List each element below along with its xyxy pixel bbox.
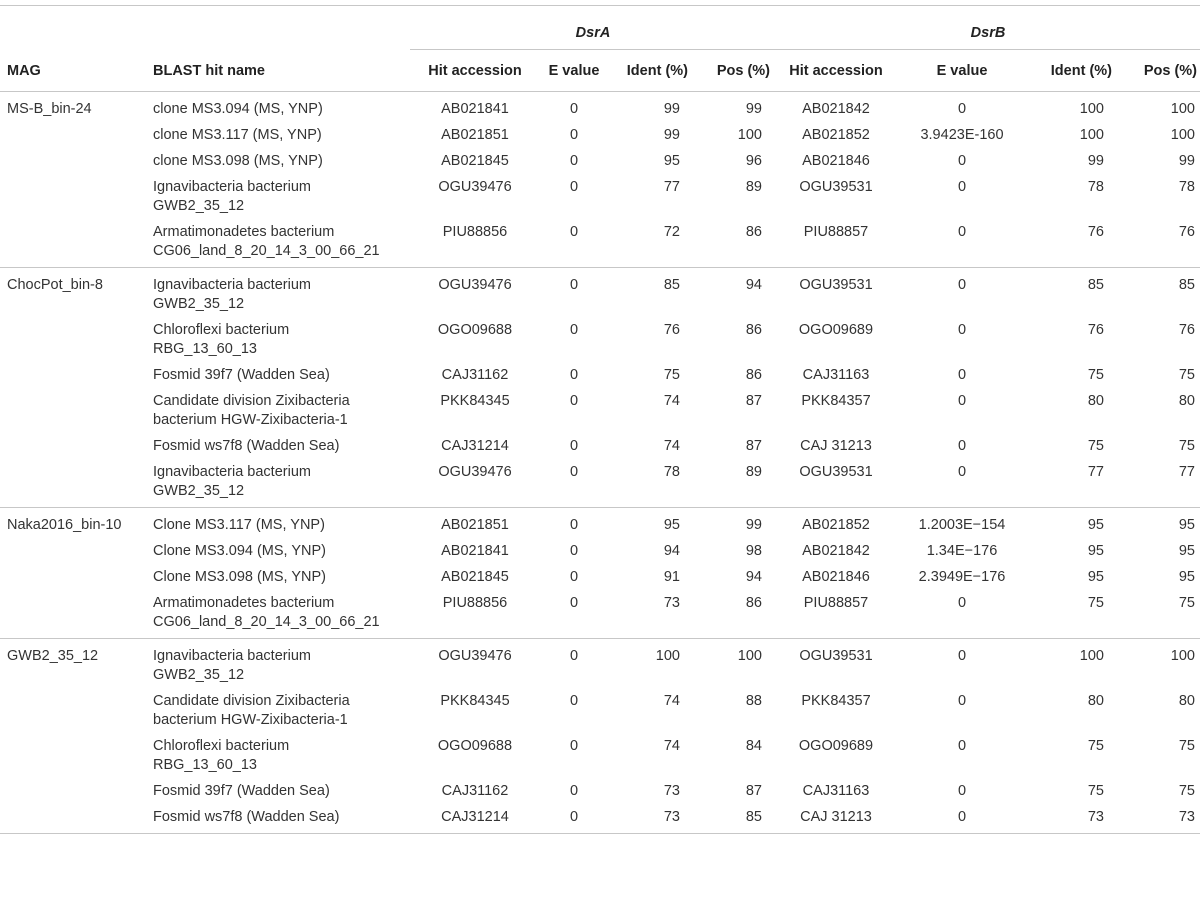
dsra-e-value-cell: 0: [569, 438, 579, 454]
mag-cell: [0, 219, 146, 268]
blast-hit-name-line: Ignavibacteria bacterium: [153, 179, 311, 195]
dsrb-e-value-cell: 0: [957, 648, 967, 664]
mag-cell: ChocPot_bin-8: [7, 277, 103, 293]
dsrb-ident-cell: 75: [1087, 738, 1104, 754]
table-row: [0, 317, 1200, 362]
dsrb-hit-accession-cell: PIU88857: [776, 590, 896, 639]
blast-hit-name-cell: [146, 388, 410, 433]
table-row: [0, 174, 1200, 219]
dsra-hit-accession-cell: AB021841: [441, 543, 509, 559]
dsra-ident-cell: 95: [663, 153, 680, 169]
dsra-e-value-cell: 0: [569, 393, 579, 409]
table-row: [0, 459, 1200, 508]
table-row: [0, 122, 1200, 148]
dsra-e-value-cell: 0: [569, 101, 579, 117]
mag-cell: [0, 733, 146, 778]
blast-hit-name-line: GWB2_35_12: [153, 296, 245, 312]
dsrb-hit-accession-cell: PIU88857: [776, 219, 896, 268]
table-row: [0, 148, 1200, 174]
table-row: [0, 362, 1200, 388]
mag-cell: [0, 590, 146, 639]
dsrb-ident-header: Ident (%): [1028, 50, 1112, 92]
blast-hit-name-cell: [146, 639, 410, 689]
dsra-pos-cell: 86: [688, 590, 776, 639]
mag-cell: [0, 388, 146, 433]
blast-hit-name-line: Fosmid ws7f8 (Wadden Sea): [153, 438, 340, 454]
mag-cell: [0, 317, 146, 362]
dsra-e-value-cell: 0: [569, 543, 579, 559]
dsrb-ident-cell: 95: [1087, 543, 1104, 559]
dsrb-hit-accession-cell: OGU39531: [799, 648, 873, 664]
dsrb-hit-accession-cell: OGU39531: [776, 459, 896, 508]
dsrb-group-header: DsrB: [776, 17, 1200, 50]
blast-hit-name-cell: [146, 508, 410, 539]
dsrb-pos-cell: 75: [1178, 738, 1195, 754]
dsrb-hit-accession-cell: CAJ31163: [802, 367, 870, 383]
dsra-ident-cell: 78: [608, 459, 688, 508]
dsra-pos-cell: 99: [745, 101, 762, 117]
dsrb-e-value-cell: 0: [957, 738, 967, 754]
dsra-ident-cell: 76: [663, 322, 680, 338]
group-header-row: [0, 17, 1200, 50]
dsrb-hit-accession-header: Hit accession: [776, 50, 896, 92]
dsra-e-value-header: E value: [540, 50, 608, 92]
dsra-group-header: DsrA: [410, 17, 776, 50]
blast-hit-name-line: Armatimonadetes bacterium: [153, 224, 335, 240]
dsrb-pos-cell: 100: [1170, 127, 1195, 143]
dsrb-ident-cell: 75: [1087, 783, 1104, 799]
dsra-e-value-cell: 0: [569, 127, 579, 143]
dsrb-pos-cell: 73: [1112, 804, 1200, 834]
mag-cell: [0, 538, 146, 564]
dsra-e-value-cell: 0: [569, 367, 579, 383]
dsrb-ident-cell: 75: [1028, 590, 1112, 639]
dsrb-e-value-cell: 0: [957, 367, 967, 383]
dsra-hit-accession-cell: AB021851: [441, 517, 509, 533]
dsrb-hit-accession-cell: PKK84357: [801, 393, 871, 409]
dsrb-e-value-cell: 0: [896, 804, 1028, 834]
blast-hit-name-line: Clone MS3.094 (MS, YNP): [153, 543, 326, 559]
dsrb-ident-cell: 85: [1087, 277, 1104, 293]
blast-hit-name-cell: [146, 459, 410, 508]
blast-hit-name-cell: [146, 564, 410, 590]
dsra-hit-accession-cell: OGU39476: [410, 459, 540, 508]
mag-cell: [0, 362, 146, 388]
dsrb-hit-accession-cell: AB021852: [802, 127, 870, 143]
dsra-hit-accession-cell: PKK84345: [440, 693, 510, 709]
blast-results-table: [0, 5, 1200, 834]
dsrb-ident-cell: 95: [1087, 569, 1104, 585]
dsrb-e-value-cell: 3.9423E-160: [920, 127, 1004, 143]
dsrb-pos-cell: 95: [1178, 543, 1195, 559]
dsra-e-value-cell: 0: [569, 693, 579, 709]
mag-cell: GWB2_35_12: [7, 648, 99, 664]
dsrb-ident-cell: 76: [1028, 219, 1112, 268]
blast-hit-name-cell: [146, 590, 410, 639]
dsra-pos-cell: 86: [745, 322, 762, 338]
blast-hit-name-cell: [146, 219, 410, 268]
blast-hit-name-header: BLAST hit name: [146, 50, 410, 92]
dsrb-e-value-cell: 0: [957, 179, 967, 195]
blast-hit-name-line: clone MS3.117 (MS, YNP): [153, 127, 322, 143]
blast-hit-name-cell: [146, 174, 410, 219]
dsrb-pos-cell: 75: [1178, 783, 1195, 799]
blast-hit-name-line: Fosmid 39f7 (Wadden Sea): [153, 783, 330, 799]
dsrb-e-value-header: E value: [896, 50, 1028, 92]
blast-hit-name-line: Ignavibacteria bacterium: [153, 464, 311, 480]
dsra-e-value-cell: 0: [569, 783, 579, 799]
dsrb-hit-accession-cell: CAJ 31213: [776, 804, 896, 834]
dsra-pos-cell: 89: [745, 179, 762, 195]
dsra-pos-cell: 98: [745, 543, 762, 559]
dsrb-pos-header: Pos (%): [1112, 50, 1200, 92]
dsrb-pos-cell: 75: [1178, 367, 1195, 383]
blast-hit-name-line: Ignavibacteria bacterium: [153, 277, 311, 293]
dsra-pos-header: Pos (%): [688, 50, 776, 92]
dsrb-ident-cell: 100: [1079, 127, 1104, 143]
blast-hit-name-cell: [146, 362, 410, 388]
column-header-row: [0, 50, 1200, 92]
dsra-pos-cell: 100: [737, 648, 762, 664]
dsra-pos-cell: 87: [745, 783, 762, 799]
dsrb-pos-cell: 78: [1178, 179, 1195, 195]
blast-hit-name-cell: [146, 268, 410, 318]
dsrb-pos-cell: 75: [1112, 590, 1200, 639]
table-row: [0, 268, 1200, 318]
dsrb-ident-cell: 77: [1028, 459, 1112, 508]
dsra-hit-accession-cell: OGO09688: [437, 738, 513, 754]
dsrb-pos-cell: 85: [1178, 277, 1195, 293]
mag-cell: [0, 433, 146, 459]
blast-hit-name-line: CG06_land_8_20_14_3_00_66_21: [153, 243, 380, 259]
dsra-e-value-cell: 0: [569, 569, 579, 585]
dsrb-hit-accession-cell: AB021842: [802, 543, 870, 559]
dsra-ident-cell: 99: [663, 127, 680, 143]
dsrb-ident-cell: 100: [1079, 101, 1104, 117]
mag-cell: Naka2016_bin-10: [7, 517, 122, 533]
dsra-pos-cell: 88: [745, 693, 762, 709]
dsra-hit-accession-cell: AB021845: [441, 153, 509, 169]
table-row: [0, 804, 1200, 834]
dsra-pos-cell: 85: [688, 804, 776, 834]
blast-hit-name-cell: [146, 804, 410, 834]
dsrb-ident-cell: 100: [1079, 648, 1104, 664]
dsrb-pos-cell: 100: [1170, 648, 1195, 664]
dsrb-hit-accession-cell: PKK84357: [801, 693, 871, 709]
blast-hit-name-line: Fosmid ws7f8 (Wadden Sea): [153, 809, 340, 825]
dsrb-e-value-cell: 0: [896, 590, 1028, 639]
dsrb-hit-accession-cell: AB021846: [802, 569, 870, 585]
blast-hit-name-line: Candidate division Zixibacteria: [153, 393, 350, 409]
dsra-e-value-cell: 0: [569, 517, 579, 533]
table-row: [0, 92, 1200, 123]
dsrb-ident-cell: 75: [1087, 367, 1104, 383]
dsrb-hit-accession-cell: CAJ 31213: [800, 438, 872, 454]
dsra-hit-accession-cell: OGU39476: [438, 179, 512, 195]
mag-cell: [0, 122, 146, 148]
dsra-ident-cell: 74: [663, 738, 680, 754]
dsra-pos-cell: 100: [737, 127, 762, 143]
dsrb-hit-accession-cell: OGU39531: [799, 179, 873, 195]
mag-cell: [0, 564, 146, 590]
dsra-e-value-cell: 0: [569, 738, 579, 754]
dsra-hit-accession-cell: PIU88856: [410, 590, 540, 639]
blast-hit-name-line: clone MS3.098 (MS, YNP): [153, 153, 323, 169]
table-row: [0, 590, 1200, 639]
blast-hit-name-line: clone MS3.094 (MS, YNP): [153, 101, 323, 117]
mag-cell: MS-B_bin-24: [7, 101, 92, 117]
table-row: [0, 639, 1200, 689]
dsra-e-value-cell: 0: [569, 179, 579, 195]
mag-cell: [0, 459, 146, 508]
dsra-pos-cell: 86: [745, 367, 762, 383]
dsrb-pos-cell: 80: [1178, 393, 1195, 409]
dsra-ident-cell: 99: [663, 101, 680, 117]
dsrb-e-value-cell: 0: [957, 393, 967, 409]
mag-cell: [0, 804, 146, 834]
dsra-ident-cell: 85: [663, 277, 680, 293]
blast-hit-name-line: Chloroflexi bacterium: [153, 738, 290, 754]
table-row: [0, 538, 1200, 564]
blast-hit-name-cell: [146, 733, 410, 778]
blast-hit-name-cell: [146, 433, 410, 459]
blast-hit-name-line: RBG_13_60_13: [153, 341, 257, 357]
blast-hit-name-line: RBG_13_60_13: [153, 757, 257, 773]
blast-hit-name-line: bacterium HGW-Zixibacteria-1: [153, 412, 348, 428]
table-row: [0, 388, 1200, 433]
dsra-hit-accession-cell: OGU39476: [438, 648, 512, 664]
dsrb-e-value-cell: 0: [957, 693, 967, 709]
dsrb-ident-cell: 99: [1087, 153, 1104, 169]
dsrb-pos-cell: 77: [1112, 459, 1200, 508]
dsra-pos-cell: 86: [688, 219, 776, 268]
dsra-hit-accession-cell: CAJ31162: [441, 783, 509, 799]
dsrb-e-value-cell: 0: [957, 277, 967, 293]
dsra-ident-cell: 91: [663, 569, 680, 585]
dsrb-e-value-cell: 2.3949E−176: [918, 569, 1006, 585]
dsra-pos-cell: 94: [745, 277, 762, 293]
dsrb-pos-cell: 95: [1178, 517, 1195, 533]
blast-hit-name-line: Ignavibacteria bacterium: [153, 648, 311, 664]
blast-hit-name-line: Clone MS3.117 (MS, YNP): [153, 517, 325, 533]
blast-hit-name-line: Fosmid 39f7 (Wadden Sea): [153, 367, 330, 383]
dsrb-ident-cell: 80: [1087, 693, 1104, 709]
table-row: [0, 219, 1200, 268]
dsrb-ident-cell: 73: [1028, 804, 1112, 834]
dsra-pos-cell: 96: [745, 153, 762, 169]
dsra-hit-accession-cell: AB021845: [441, 569, 509, 585]
dsra-pos-cell: 84: [745, 738, 762, 754]
dsra-ident-cell: 75: [663, 367, 680, 383]
dsra-hit-accession-cell: OGU39476: [438, 277, 512, 293]
dsrb-e-value-cell: 0: [896, 459, 1028, 508]
table-row: [0, 733, 1200, 778]
dsra-hit-accession-cell: CAJ31162: [441, 367, 509, 383]
dsrb-hit-accession-cell: OGO09689: [798, 738, 874, 754]
blast-hit-name-line: GWB2_35_12: [153, 483, 245, 499]
blast-hit-name-cell: [146, 122, 410, 148]
table-body: [0, 92, 1200, 834]
dsrb-ident-cell: 78: [1087, 179, 1104, 195]
dsrb-hit-accession-cell: AB021852: [802, 517, 870, 533]
dsrb-pos-cell: 75: [1178, 438, 1195, 454]
dsrb-hit-accession-cell: OGU39531: [799, 277, 873, 293]
blast-hit-name-cell: [146, 778, 410, 804]
dsra-e-value-cell: 0: [540, 219, 608, 268]
blast-hit-name-line: CG06_land_8_20_14_3_00_66_21: [153, 614, 380, 630]
mag-cell: [0, 174, 146, 219]
dsra-pos-cell: 94: [745, 569, 762, 585]
dsra-pos-cell: 87: [745, 438, 762, 454]
dsra-e-value-cell: 0: [569, 322, 579, 338]
dsra-ident-cell: 95: [663, 517, 680, 533]
dsra-hit-accession-cell: AB021851: [441, 127, 509, 143]
dsra-e-value-cell: 0: [569, 648, 579, 664]
dsrb-ident-cell: 76: [1087, 322, 1104, 338]
dsra-ident-cell: 74: [663, 438, 680, 454]
blast-hit-name-cell: [146, 92, 410, 123]
dsrb-pos-cell: 76: [1112, 219, 1200, 268]
dsrb-e-value-cell: 0: [957, 153, 967, 169]
dsra-pos-cell: 89: [688, 459, 776, 508]
mag-header: MAG: [0, 50, 146, 92]
dsra-hit-accession-cell: PKK84345: [440, 393, 510, 409]
dsrb-pos-cell: 99: [1178, 153, 1195, 169]
dsra-ident-cell: 100: [655, 648, 680, 664]
dsrb-pos-cell: 80: [1178, 693, 1195, 709]
dsra-ident-cell: 74: [663, 693, 680, 709]
dsra-ident-cell: 74: [663, 393, 680, 409]
dsra-e-value-cell: 0: [540, 590, 608, 639]
dsra-e-value-cell: 0: [569, 277, 579, 293]
dsrb-hit-accession-cell: OGO09689: [798, 322, 874, 338]
dsra-ident-cell: 94: [663, 543, 680, 559]
dsra-pos-cell: 99: [745, 517, 762, 533]
dsra-ident-cell: 77: [663, 179, 680, 195]
dsrb-e-value-cell: 1.2003E−154: [918, 517, 1006, 533]
dsrb-pos-cell: 100: [1170, 101, 1195, 117]
dsra-hit-accession-cell: CAJ31214: [441, 438, 509, 454]
blast-hit-name-line: GWB2_35_12: [153, 667, 245, 683]
dsrb-pos-cell: 95: [1178, 569, 1195, 585]
blast-hit-name-cell: [146, 688, 410, 733]
blast-hit-name-line: Candidate division Zixibacteria: [153, 693, 350, 709]
dsra-e-value-cell: 0: [540, 804, 608, 834]
blast-hit-name-cell: [146, 317, 410, 362]
dsrb-e-value-cell: 1.34E−176: [926, 543, 998, 559]
dsrb-pos-cell: 76: [1178, 322, 1195, 338]
dsrb-e-value-cell: 0: [957, 322, 967, 338]
blast-hit-name-line: GWB2_35_12: [153, 198, 245, 214]
dsrb-ident-cell: 80: [1087, 393, 1104, 409]
dsra-hit-accession-cell: OGO09688: [437, 322, 513, 338]
dsra-ident-header: Ident (%): [608, 50, 688, 92]
mag-cell: [0, 688, 146, 733]
dsra-pos-cell: 87: [745, 393, 762, 409]
table-row: [0, 508, 1200, 539]
blast-hit-name-line: Chloroflexi bacterium: [153, 322, 290, 338]
dsrb-hit-accession-cell: AB021842: [802, 101, 870, 117]
dsra-ident-cell: 73: [608, 590, 688, 639]
blast-hit-name-cell: [146, 538, 410, 564]
dsra-hit-accession-cell: AB021841: [441, 101, 509, 117]
dsra-e-value-cell: 0: [540, 459, 608, 508]
blast-hit-name-line: Clone MS3.098 (MS, YNP): [153, 569, 326, 585]
dsra-hit-accession-header: Hit accession: [410, 50, 540, 92]
blast-hit-name-cell: [146, 148, 410, 174]
dsrb-e-value-cell: 0: [957, 438, 967, 454]
dsra-ident-cell: 73: [663, 783, 680, 799]
dsrb-e-value-cell: 0: [957, 783, 967, 799]
mag-cell: [0, 778, 146, 804]
table-row: [0, 688, 1200, 733]
dsrb-hit-accession-cell: CAJ31163: [802, 783, 870, 799]
blast-hit-name-line: bacterium HGW-Zixibacteria-1: [153, 712, 348, 728]
dsra-ident-cell: 73: [608, 804, 688, 834]
table-row: [0, 433, 1200, 459]
dsrb-ident-cell: 95: [1087, 517, 1104, 533]
dsra-e-value-cell: 0: [569, 153, 579, 169]
dsra-hit-accession-cell: CAJ31214: [410, 804, 540, 834]
dsrb-ident-cell: 75: [1087, 438, 1104, 454]
blast-hit-name-line: Armatimonadetes bacterium: [153, 595, 335, 611]
mag-cell: [0, 148, 146, 174]
dsra-hit-accession-cell: PIU88856: [410, 219, 540, 268]
dsrb-e-value-cell: 0: [957, 101, 967, 117]
dsra-ident-cell: 72: [608, 219, 688, 268]
dsrb-e-value-cell: 0: [896, 219, 1028, 268]
table-row: [0, 778, 1200, 804]
table-row: [0, 564, 1200, 590]
dsrb-hit-accession-cell: AB021846: [802, 153, 870, 169]
